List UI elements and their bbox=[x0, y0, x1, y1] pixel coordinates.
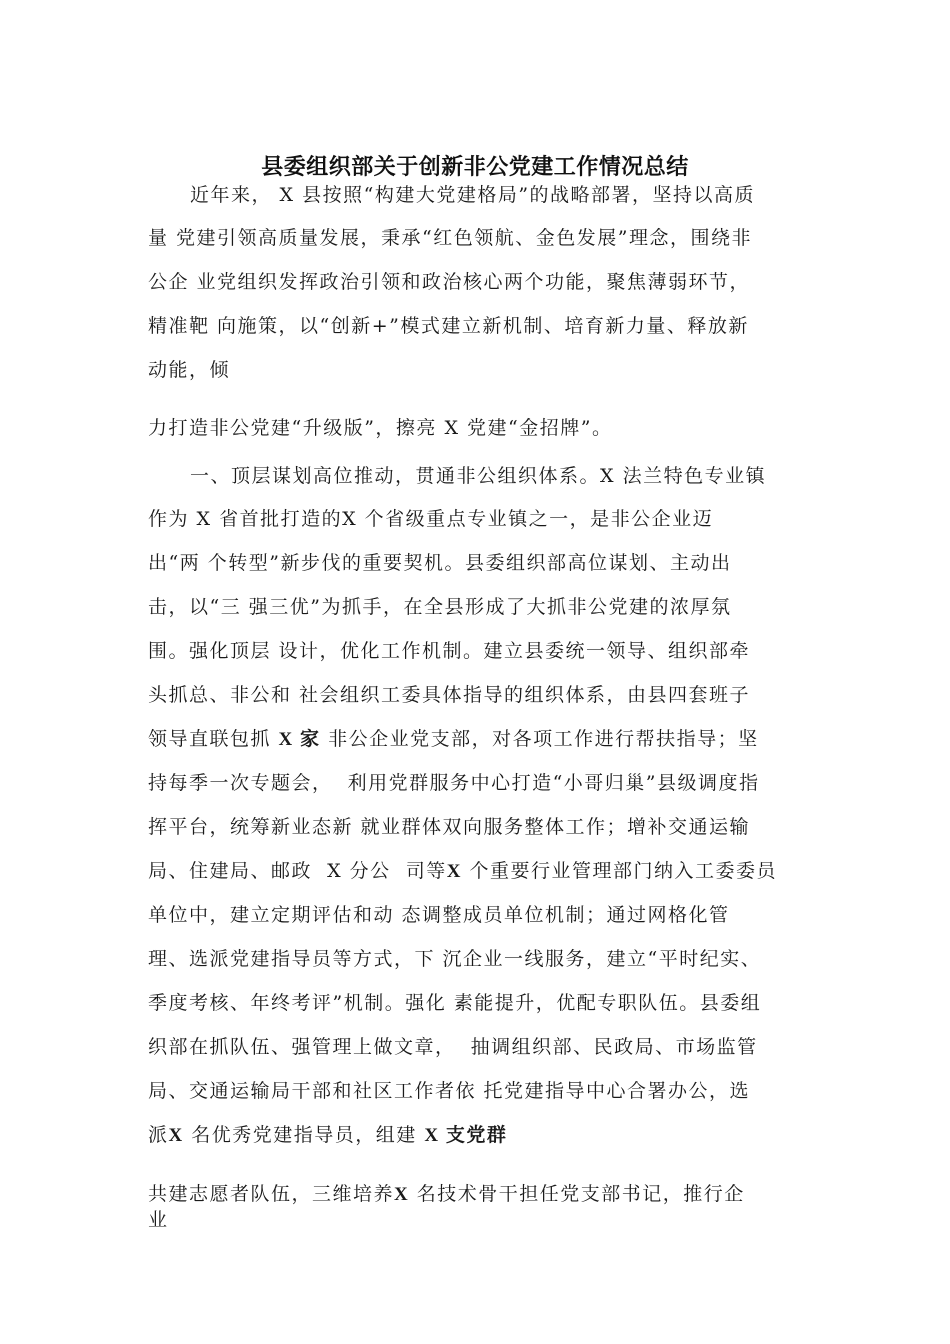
bold-text: X bbox=[446, 861, 462, 882]
text-line: 理、选派党建指导员等方式，下 沉企业一线服务，建立“平时纪实、 bbox=[148, 948, 762, 970]
text-line: 出“两 个转型”新步伐的重要契机。县委组织部高位谋划、主动出 bbox=[148, 552, 732, 574]
text-span: 个重要行业管理部门纳入工委委员 bbox=[461, 860, 778, 882]
text-line: 近年来， X 县按照“构建大党建格局”的战略部署，坚持以高质 bbox=[190, 184, 756, 206]
text-line: 动能，倾 bbox=[148, 359, 231, 381]
text-line bbox=[148, 858, 777, 885]
text-line: 持每季一次专题会， 利用党群服务中心打造“小哥归巢”县级调度指 bbox=[148, 772, 760, 794]
text-span: 局、住建局、邮政 X 分公 司等 bbox=[148, 860, 447, 882]
text-line bbox=[148, 1122, 507, 1149]
text-line: 织部在抓队伍、强管理上做文章， 抽调组织部、民政局、市场监管 bbox=[148, 1036, 758, 1058]
text-line: 量 党建引领高质量发展，秉承“红色领航、金色发展”理念，围绕非 bbox=[148, 227, 752, 249]
text-line: 单位中，建立定期评估和动 态调整成员单位机制；通过网格化管 bbox=[148, 904, 730, 926]
text-span: 名优秀党建指导员，组建 bbox=[183, 1124, 425, 1146]
text-span: 共建志愿者队伍，三维培养 bbox=[148, 1183, 395, 1205]
text-span: 派 bbox=[148, 1124, 169, 1146]
text-line: 头抓总、非公和 社会组织工委具体指导的组织体系，由县四套班子 bbox=[148, 684, 751, 706]
text-line: 围。强化顶层 设计，优化工作机制。建立县委统一领导、组织部牵 bbox=[148, 640, 751, 662]
text-line bbox=[148, 1181, 745, 1208]
text-line: 局、交通运输局干部和社区工作者依 托党建指导中心合署办公，选 bbox=[148, 1080, 751, 1102]
text-line: 击，以“三 强三优”为抓手，在全县形成了大抓非公党建的浓厚氛 bbox=[148, 596, 732, 618]
text-line: 精准靶 向施策，以“创新+”模式建立新机制、培育新力量、释放新 bbox=[148, 315, 749, 337]
document-title: 县委组织部关于创新非公党建工作情况总结 bbox=[261, 155, 689, 180]
text-line: 力打造非公党建“升级版”，擦亮 X 党建“金招牌”。 bbox=[148, 417, 613, 439]
bold-text: X 家 bbox=[278, 729, 321, 750]
text-line: 挥平台，统筹新业态新 就业群体双向服务整体工作；增补交通运输 bbox=[148, 816, 751, 838]
text-line: 公企 业党组织发挥政治引领和政治核心两个功能，聚焦薄弱环节， bbox=[148, 271, 751, 293]
text-span: 名技术骨干担任党支部书记，推行企 bbox=[409, 1183, 745, 1205]
text-line: 作为 X 省首批打造的X 个省级重点专业镇之一，是非公企业迈 bbox=[148, 508, 714, 530]
bold-text: X bbox=[394, 1184, 410, 1205]
bold-text: X bbox=[168, 1125, 184, 1146]
text-line: 业 bbox=[148, 1209, 169, 1231]
text-line bbox=[148, 726, 759, 753]
text-span: 领导直联包抓 bbox=[148, 728, 279, 750]
bold-text: X 支党群 bbox=[424, 1125, 508, 1146]
text-line: 一、顶层谋划高位推动，贯通非公组织体系。X 法兰特色专业镇 bbox=[190, 465, 767, 487]
text-span: 非公企业党支部，对各项工作进行帮扶指导；坚 bbox=[320, 728, 759, 750]
text-line: 季度考核、年终考评”机制。强化 素能提升，优配专职队伍。县委组 bbox=[148, 992, 762, 1014]
